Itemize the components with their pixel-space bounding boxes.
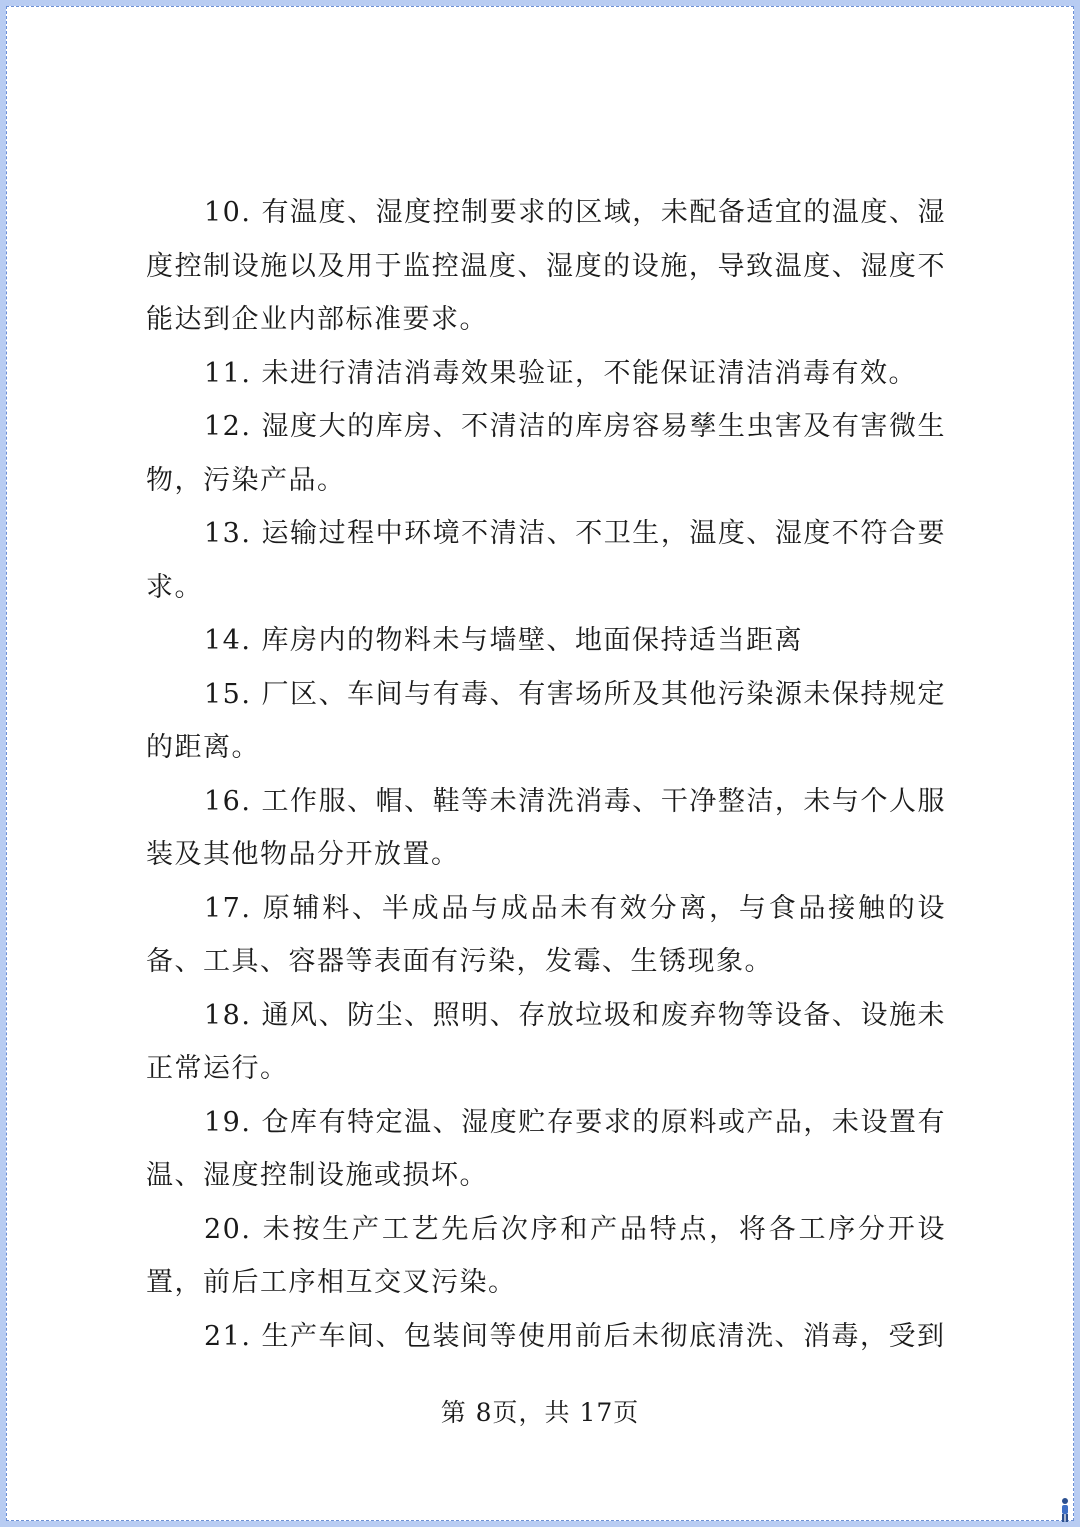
list-item: 17. 原辅料、半成品与成品未有效分离，与食品接触的设备、工具、容器等表面有污染，发霉、生锈现象。 xyxy=(146,892,946,977)
list-item: 18. 通风、防尘、照明、存放垃圾和废弃物等设备、设施未正常运行。 xyxy=(146,999,946,1084)
list-item: 16. 工作服、帽、鞋等未清洗消毒、干净整洁，未与个人服装及其他物品分开放置。 xyxy=(146,785,946,870)
list-item: 10. 有温度、湿度控制要求的区域，未配备适宜的温度、湿度控制设施以及用于监控温度、湿度的设施，导致温度、湿度不能达到企业内部标准要求。 xyxy=(146,197,946,335)
list-item: 13. 运输过程中环境不清洁、不卫生，温度、湿度不符合要求。 xyxy=(146,518,946,603)
list-item: 20. 未按生产工艺先后次序和产品特点，将各工序分开设置，前后工序相互交叉污染。 xyxy=(146,1213,946,1298)
list-item: 11. 未进行清洁消毒效果验证，不能保证清洁消毒有效。 xyxy=(204,357,918,389)
list-item: 21. 生产车间、包装间等使用前后未彻底清洗、消毒，受到 xyxy=(204,1320,946,1352)
list-item: 15. 厂区、车间与有毒、有害场所及其他污染源未保持规定的距离。 xyxy=(146,678,946,763)
list-item: 19. 仓库有特定温、湿度贮存要求的原料或产品，未设置有温、湿度控制设施或损坏。 xyxy=(146,1106,946,1191)
list-item: 14. 库房内的物料未与墙壁、地面保持适当距离 xyxy=(204,625,804,656)
person-figure-icon xyxy=(1058,1497,1072,1523)
document-body xyxy=(146,186,946,1363)
list-item: 12. 湿度大的库房、不清洁的库房容易孳生虫害及有害微生物，污染产品。 xyxy=(146,411,946,496)
page-number-footer: 第 8页，共 17页 xyxy=(440,1398,640,1427)
